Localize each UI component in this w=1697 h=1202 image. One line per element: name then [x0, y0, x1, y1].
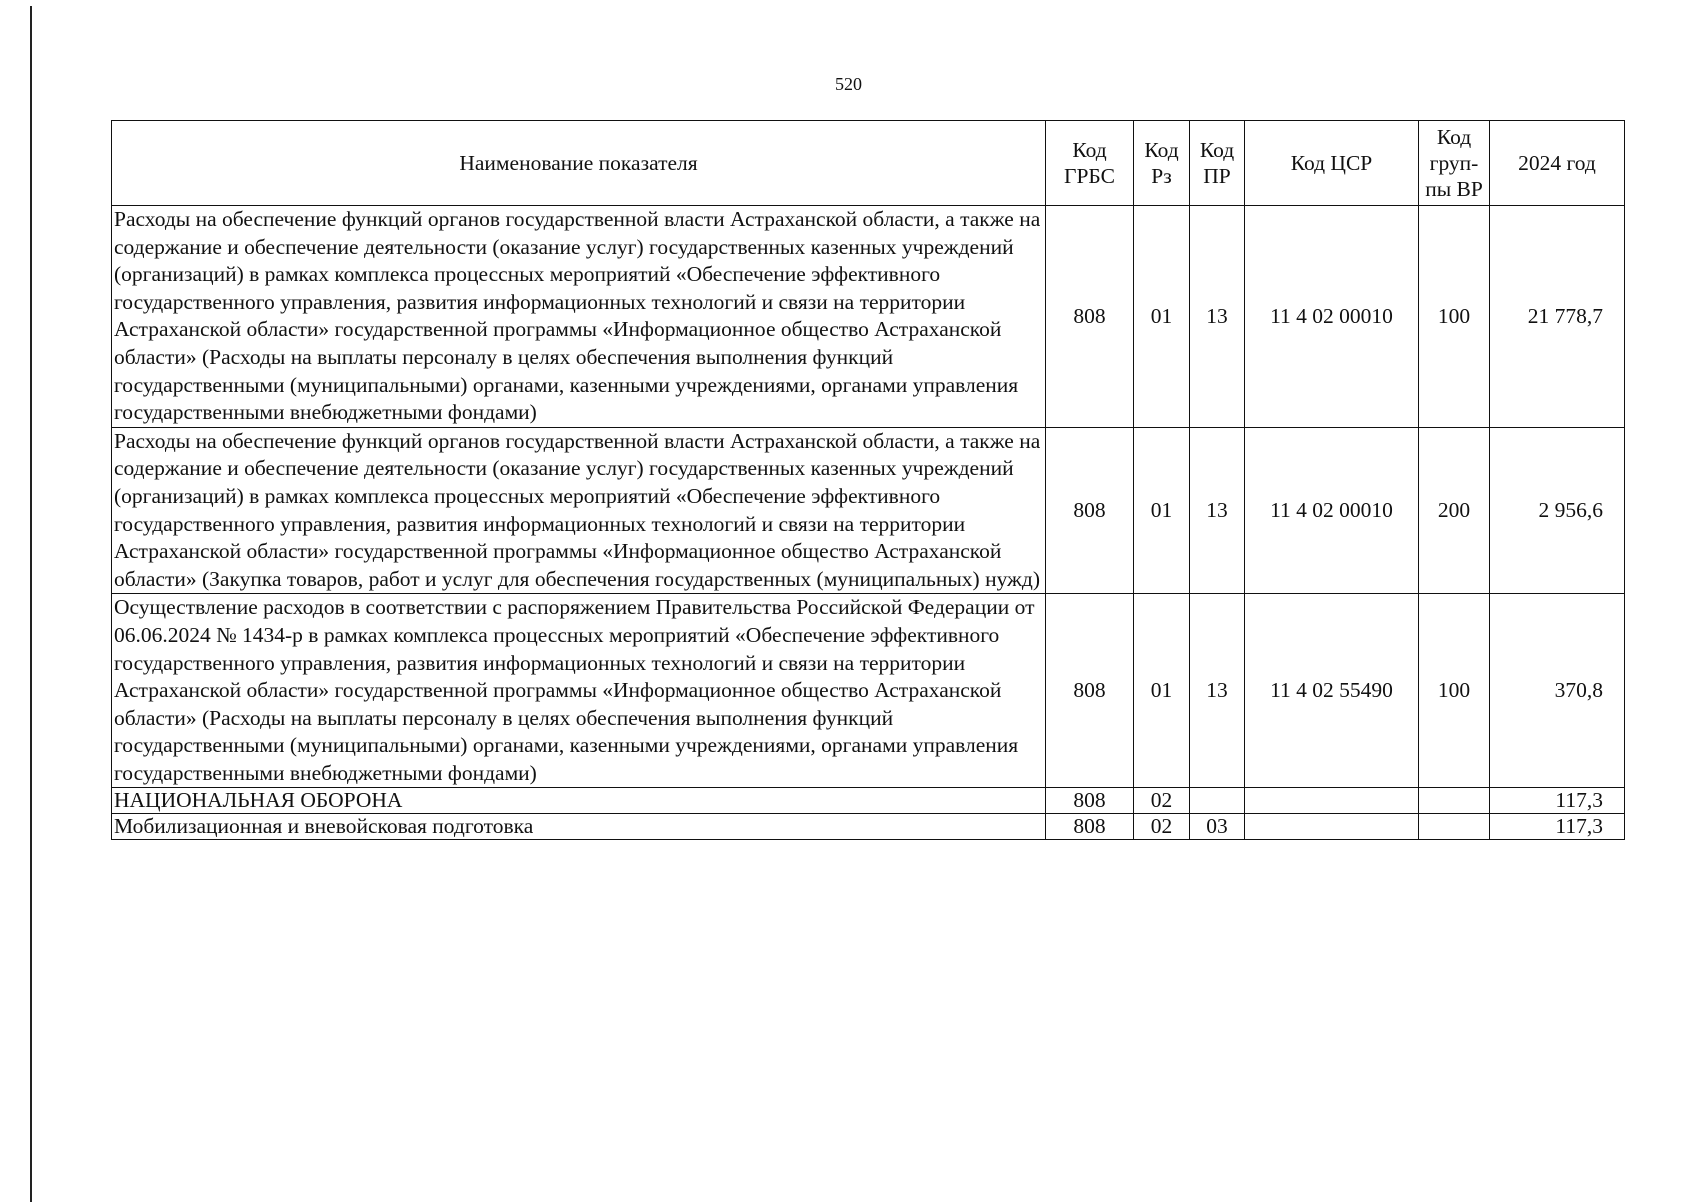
- row-vr: [1419, 788, 1490, 814]
- header-vr: Код груп-пы ВР: [1419, 121, 1490, 206]
- header-year: 2024 год: [1490, 121, 1625, 206]
- row-amount: 117,3: [1490, 788, 1625, 814]
- row-grbs: 808: [1046, 206, 1134, 428]
- header-grbs: Код ГРБС: [1046, 121, 1134, 206]
- row-name: Мобилизационная и вневойсковая подготовка: [112, 814, 1046, 840]
- row-pr: [1190, 788, 1245, 814]
- row-rz: 01: [1134, 206, 1190, 428]
- table-row: [112, 788, 1625, 814]
- row-amount: 370,8: [1490, 594, 1625, 788]
- row-csr: [1245, 814, 1419, 840]
- header-name: Наименование показателя: [112, 121, 1046, 206]
- table-row: [112, 427, 1625, 594]
- row-pr: 13: [1190, 594, 1245, 788]
- page-number: 520: [835, 74, 862, 94]
- budget-table: [111, 120, 1625, 840]
- row-vr: 200: [1419, 427, 1490, 594]
- row-csr: 11 4 02 00010: [1245, 206, 1419, 428]
- row-vr: 100: [1419, 206, 1490, 428]
- row-rz: 02: [1134, 788, 1190, 814]
- row-csr: 11 4 02 55490: [1245, 594, 1419, 788]
- row-vr: [1419, 814, 1490, 840]
- row-csr: 11 4 02 00010: [1245, 427, 1419, 594]
- row-pr: 13: [1190, 427, 1245, 594]
- table-row: [112, 206, 1625, 428]
- row-name: Расходы на обеспечение функций органов государственной власти Астраханской области, а также на содержание и обеспечение деятельности (оказание услуг) государственных казенных учреждений (организаций) в рамках комплекса процессных мероприятий «Обеспечение эффективного государственного управления, развития информационных технологий и связи на территории Астраханской области» государственной программы «Информационное общество Астраханской области» (Закупка товаров, работ и услуг для обеспечения государственных (муниципальных) нужд): [112, 427, 1046, 594]
- row-name: Расходы на обеспечение функций органов государственной власти Астраханской области, а также на содержание и обеспечение деятельности (оказание услуг) государственных казенных учреждений (организаций) в рамках комплекса процессных мероприятий «Обеспечение эффективного государственного управления, развития информационных технологий и связи на территории Астраханской области» государственной программы «Информационное общество Астраханской области» (Расходы на выплаты персоналу в целях обеспечения выполнения функций государственными (муниципальными) органами, казенными учреждениями, органами управления государственными внебюджетными фондами): [112, 206, 1046, 428]
- row-name: Осуществление расходов в соответствии с распоряжением Правительства Российской Федерации от 06.06.2024 № 1434-р в рамках комплекса процессных мероприятий «Обеспечение эффективного государственного управления, развития информационных технологий и связи на территории Астраханской области» государственной программы «Информационное общество Астраханской области» (Расходы на выплаты персоналу в целях обеспечения выполнения функций государственными (муниципальными) органами, казенными учреждениями, органами управления государственными внебюджетными фондами): [112, 594, 1046, 788]
- row-csr: [1245, 788, 1419, 814]
- row-amount: 2 956,6: [1490, 427, 1625, 594]
- row-rz: 01: [1134, 594, 1190, 788]
- row-pr: 13: [1190, 206, 1245, 428]
- header-csr: Код ЦСР: [1245, 121, 1419, 206]
- row-grbs: 808: [1046, 788, 1134, 814]
- row-vr: 100: [1419, 594, 1490, 788]
- row-grbs: 808: [1046, 427, 1134, 594]
- row-name: НАЦИОНАЛЬНАЯ ОБОРОНА: [112, 788, 1046, 814]
- row-grbs: 808: [1046, 594, 1134, 788]
- table-row: [112, 814, 1625, 840]
- row-amount: 21 778,7: [1490, 206, 1625, 428]
- row-rz: 02: [1134, 814, 1190, 840]
- header-rz: Код Рз: [1134, 121, 1190, 206]
- row-rz: 01: [1134, 427, 1190, 594]
- row-amount: 117,3: [1490, 814, 1625, 840]
- left-margin-line: [30, 6, 32, 1202]
- header-pr: Код ПР: [1190, 121, 1245, 206]
- table-row: [112, 594, 1625, 788]
- row-grbs: 808: [1046, 814, 1134, 840]
- row-pr: 03: [1190, 814, 1245, 840]
- table-header-row: [112, 121, 1625, 206]
